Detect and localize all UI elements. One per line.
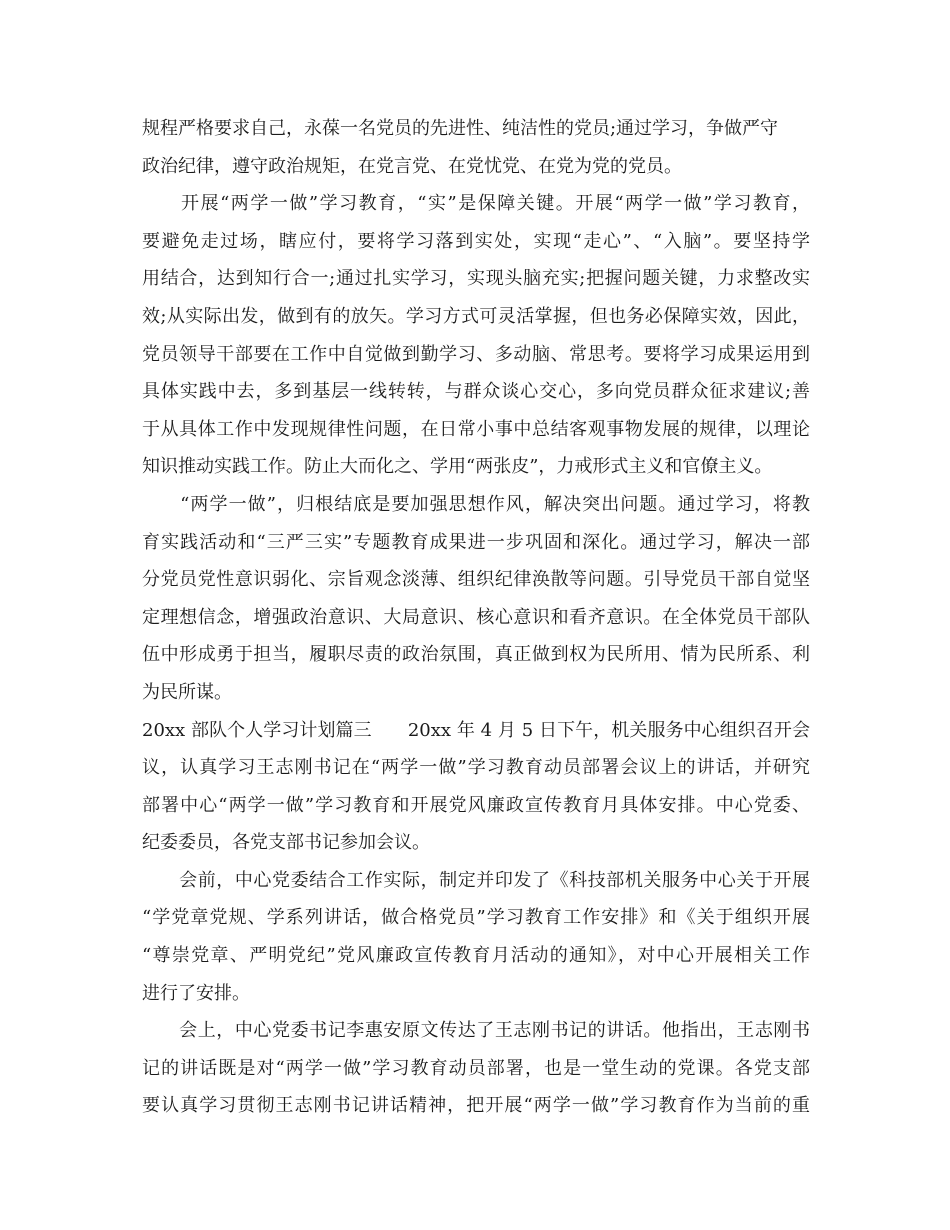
text-line: 会前，中心党委结合工作实际，制定并印发了《科技部机关服务中心关于开展 <box>142 869 810 891</box>
text-line: 政治纪律，遵守政治规矩，在党言党、在党忧党、在党为党的党员。 <box>142 155 682 177</box>
text-line: 知识推动实践工作。防止大而化之、学用“两张皮”，力戒形式主义和官僚主义。 <box>142 456 773 478</box>
text-line: 育实践活动和“三严三实”专题教育成果进一步巩固和深化。通过学习，解决一部 <box>142 531 810 553</box>
text-line: 用结合，达到知行合一;通过扎实学习，实现头脑充实;把握问题关键，力求整改实 <box>142 268 810 290</box>
text-line: 部署中心“两学一做”学习教育和开展党风廉政宣传教育月具体安排。中心党委、 <box>142 794 810 816</box>
text-line: 党员领导干部要在工作中自觉做到勤学习、多动脑、常思考。要将学习成果运用到 <box>142 343 810 365</box>
text-line: 伍中形成勇于担当，履职尽责的政治氛围，真正做到权为民所用、情为民所系、利 <box>142 644 810 666</box>
text-line: 纪委委员，各党支部书记参加会议。 <box>142 832 430 854</box>
text-line: “学党章党规、学系列讲话，做合格党员”学习教育工作安排》和《关于组织开展 <box>142 907 810 929</box>
text-line: 定理想信念，增强政治意识、大局意识、核心意识和看齐意识。在全体党员干部队 <box>142 606 810 628</box>
text-line: 要认真学习贯彻王志刚书记讲话精神，把开展“两学一做”学习教育作为当前的重 <box>142 1095 810 1117</box>
text-line: “两学一做”，归根结底是要加强思想作风，解决突出问题。通过学习，将教 <box>142 493 810 515</box>
text-line: 规程严格要求自己，永葆一名党员的先进性、纯洁性的党员;通过学习，争做严守 <box>142 118 779 139</box>
text-line: 具体实践中去，多到基层一线转转，与群众谈心交心，多向党员群众征求建议;善 <box>142 381 810 403</box>
text-line: 效;从实际出发，做到有的放矢。学习方式可灵活掌握，但也务必保障实效，因此， <box>142 305 810 327</box>
text-line: 议，认真学习王志刚书记在“两学一做”学习教育动员部署会议上的讲话，并研究 <box>142 757 810 779</box>
text-line: 会上，中心党委书记李惠安原文传达了王志刚书记的讲话。他指出，王志刚书 <box>142 1020 810 1042</box>
text-line: 进行了安排。 <box>142 982 250 1004</box>
text-line: 记的讲话既是对“两学一做”学习教育动员部署，也是一堂生动的党课。各党支部 <box>142 1057 810 1079</box>
document-body <box>142 110 810 1125</box>
text-line: 于从具体工作中发现规律性问题，在日常小事中总结客观事物发展的规律，以理论 <box>142 418 810 440</box>
text-line: 为民所谋。 <box>142 681 232 703</box>
text-line: 20xx 部队个人学习计划篇三 20xx 年 4 月 5 日下午，机关服务中心组织召开会 <box>142 719 810 741</box>
text-line: 分党员党性意识弱化、宗旨观念淡薄、组织纪律涣散等问题。引导党员干部自觉坚 <box>142 569 810 591</box>
text-line: 开展“两学一做”学习教育，“实”是保障关键。开展“两学一做”学习教育， <box>142 193 810 215</box>
text-line: “尊崇党章、严明党纪”党风廉政宣传教育月活动的通知》，对中心开展相关工作 <box>142 945 810 967</box>
text-line: 要避免走过场，瞎应付，要将学习落到实处，实现“走心”、“入脑”。要坚持学 <box>142 230 810 252</box>
